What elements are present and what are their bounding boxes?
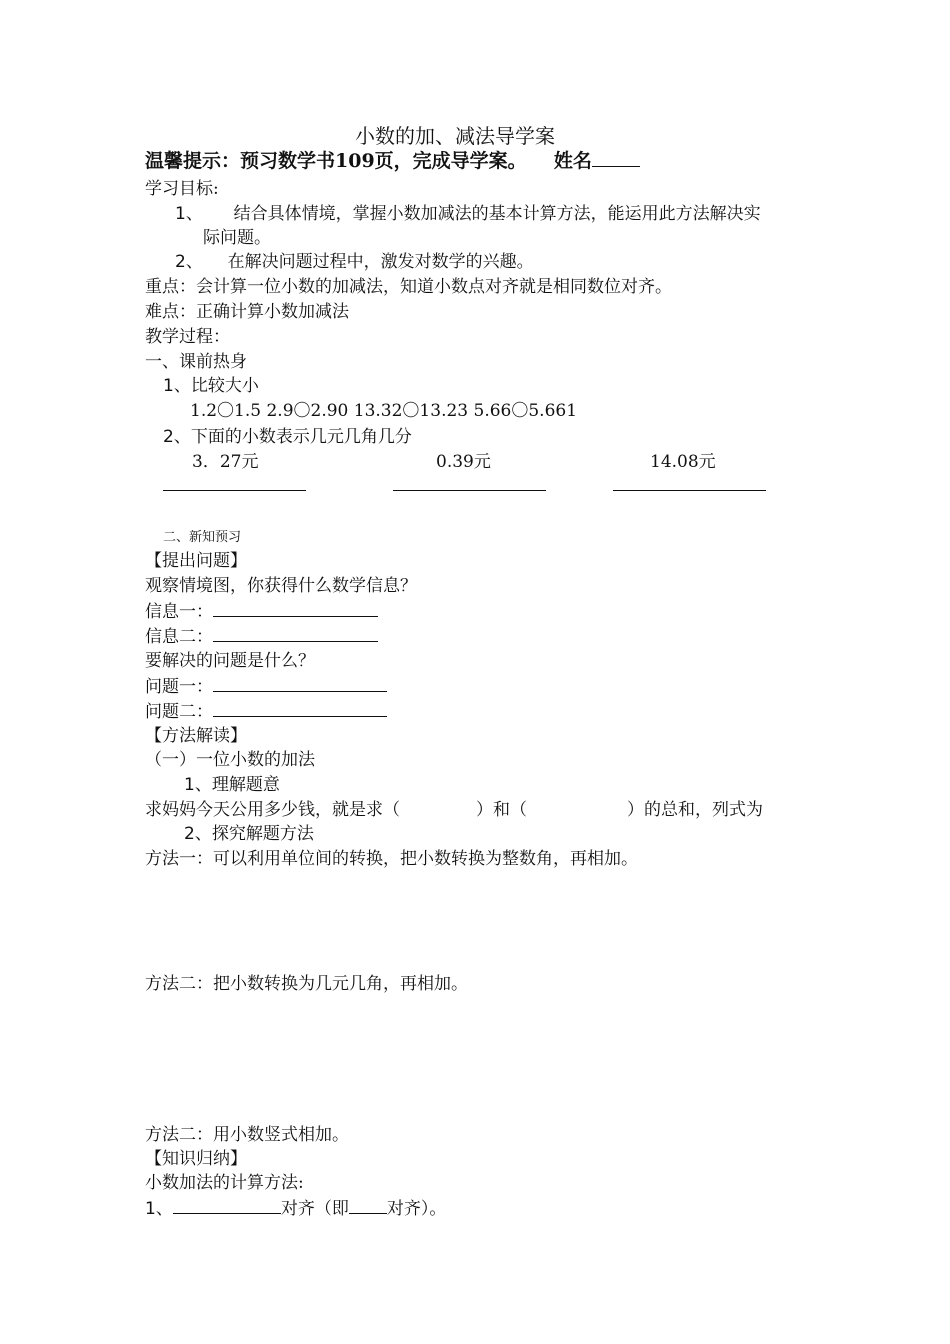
answer-line-2[interactable]	[393, 490, 546, 491]
explore-step: 2、探究解题方法	[184, 824, 314, 844]
sentence-part-c: ）的总和，列式为	[627, 800, 763, 820]
question-1: 1、比较大小	[163, 376, 259, 396]
problem-2	[145, 700, 387, 723]
tip	[145, 150, 640, 172]
goal-1	[175, 203, 761, 225]
problem-1-blank[interactable]	[213, 675, 387, 692]
info-2-blank[interactable]	[213, 625, 378, 642]
info-1-label: 信息一：	[145, 602, 213, 622]
info-2	[145, 625, 378, 648]
tip-text: 温馨提示：预习数学书109页，完成导学案。	[145, 150, 527, 172]
goal-2	[175, 251, 534, 273]
rule-1-blank-1[interactable]	[173, 1197, 281, 1214]
method-2: 方法二：把小数转换为几元几角，再相加。	[145, 974, 468, 994]
compare-items: 1.2〇1.5 2.9〇2.90 13.32〇13.23 5.66〇5.661	[190, 401, 578, 421]
goal-1-text: 结合具体情境，掌握小数加减法的基本计算方法，能运用此方法解决实	[233, 204, 761, 224]
money-item-1: 3．27元	[192, 452, 259, 472]
problem-2-blank[interactable]	[213, 700, 387, 717]
method-heading: 【方法解读】	[145, 726, 247, 746]
observe-prompt: 观察情境图，你获得什么数学信息？	[145, 576, 417, 596]
sentence-part-a: 求妈妈今天公用多少钱，就是求（	[145, 800, 400, 820]
name-label: 姓名	[553, 150, 592, 172]
understand-sentence	[145, 799, 763, 821]
key-point: 重点：会计算一位小数的加减法，知道小数点对齐就是相同数位对齐。	[145, 277, 672, 297]
question-2: 2、下面的小数表示几元几角几分	[163, 427, 412, 447]
goal-2-number: 2、	[175, 252, 203, 272]
part-1-heading: （一）一位小数的加法	[145, 750, 315, 770]
info-1	[145, 600, 378, 623]
rule-1-end: 对齐）。	[386, 1199, 447, 1219]
rule-1	[145, 1197, 446, 1220]
method-3: 方法二：用小数竖式相加。	[145, 1125, 349, 1145]
problem-1	[145, 675, 387, 698]
page-title: 小数的加、减法导学案	[355, 124, 555, 148]
raise-heading: 【提出问题】	[145, 551, 247, 571]
answer-line-1[interactable]	[163, 490, 306, 491]
rule-1-number: 1、	[145, 1199, 173, 1219]
goals-heading: 学习目标:	[145, 179, 219, 199]
money-item-3: 14.08元	[650, 452, 716, 472]
money-item-2: 0.39元	[436, 452, 491, 472]
section-2-heading: 二、新知预习	[163, 530, 242, 545]
rule-heading: 小数加法的计算方法:	[145, 1173, 304, 1193]
understand-step: 1、理解题意	[184, 775, 280, 795]
info-2-label: 信息二：	[145, 627, 213, 647]
summary-heading: 【知识归纳】	[145, 1149, 247, 1169]
method-1: 方法一：可以利用单位间的转换，把小数转换为整数角，再相加。	[145, 849, 638, 869]
rule-1-blank-2[interactable]	[349, 1197, 387, 1214]
name-blank[interactable]	[592, 150, 640, 167]
section-1-heading: 一、课前热身	[145, 352, 247, 372]
goal-2-text: 在解决问题过程中，激发对数学的兴趣。	[227, 252, 534, 272]
process-heading: 教学过程：	[145, 327, 230, 347]
problem-2-label: 问题二：	[145, 702, 213, 722]
answer-line-3[interactable]	[613, 490, 766, 491]
goal-1-continued: 际问题。	[203, 228, 271, 248]
goal-1-number: 1、	[175, 204, 203, 224]
ask-prompt: 要解决的问题是什么？	[145, 651, 315, 671]
info-1-blank[interactable]	[213, 600, 378, 617]
problem-1-label: 问题一：	[145, 677, 213, 697]
rule-1-middle: 对齐（即	[280, 1199, 349, 1219]
difficulty: 难点：正确计算小数加减法	[145, 302, 349, 322]
sentence-part-b: ）和（	[476, 800, 527, 820]
